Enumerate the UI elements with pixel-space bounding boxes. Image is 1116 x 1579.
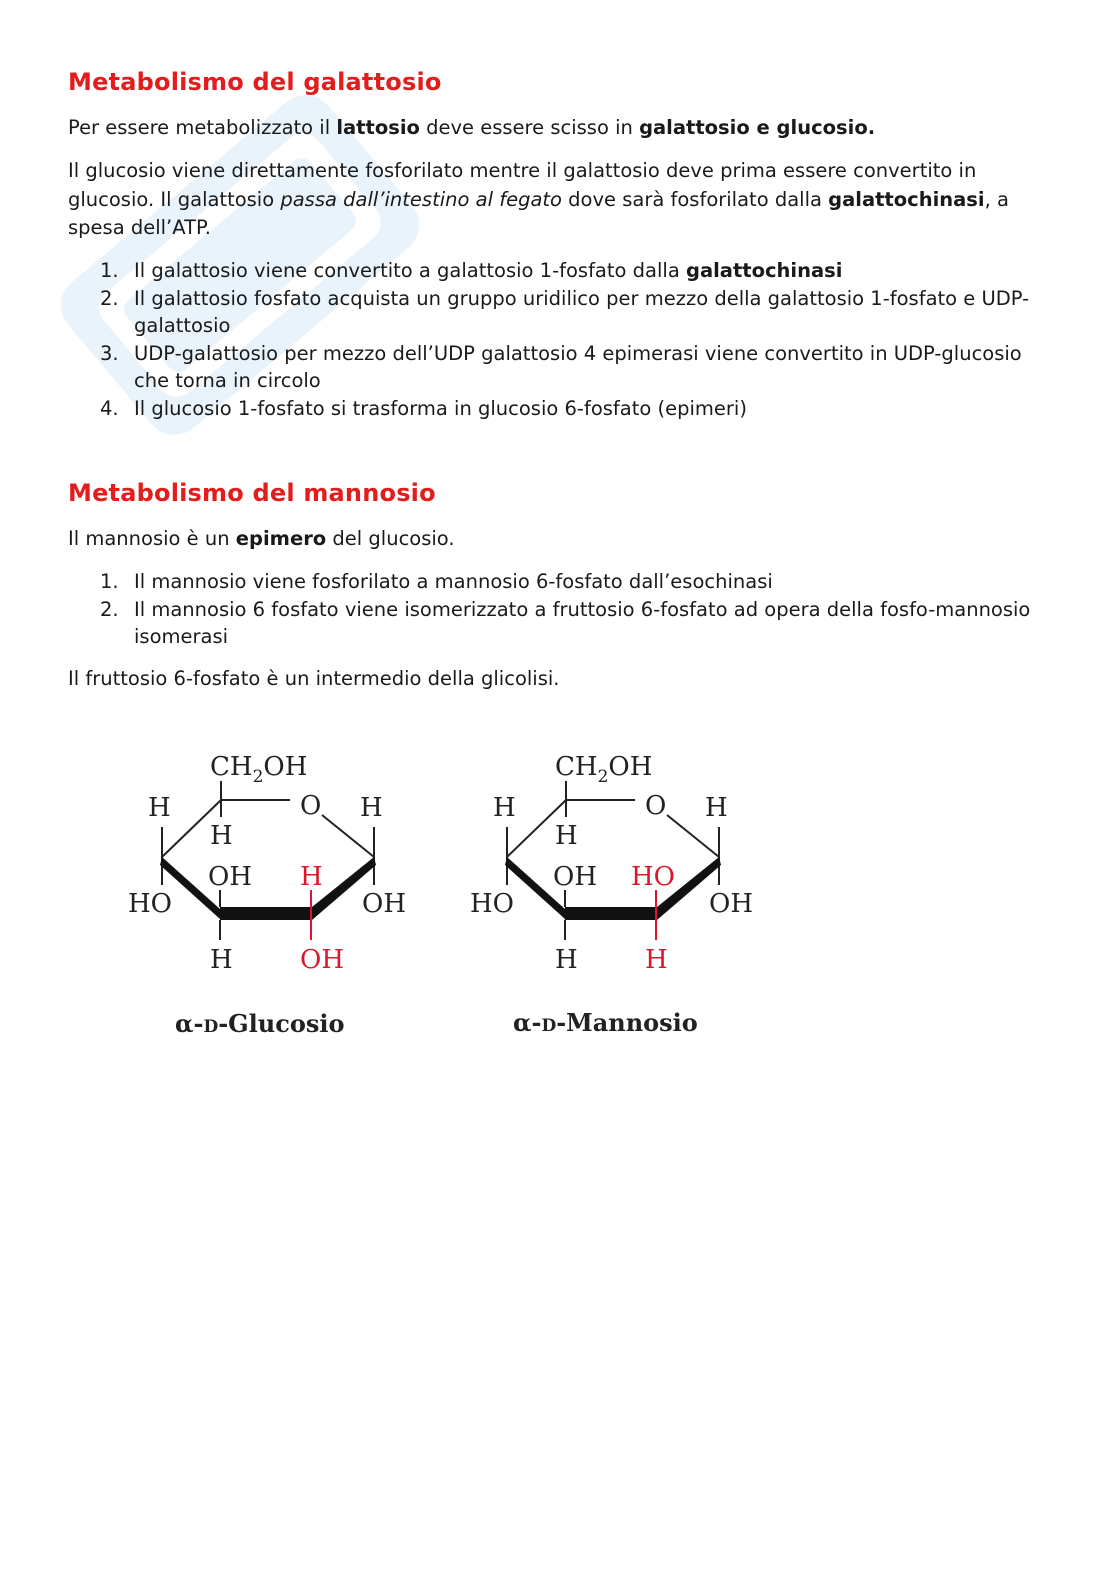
svg-text:H: H xyxy=(300,862,323,892)
svg-text:H: H xyxy=(210,821,233,851)
svg-text:OH: OH xyxy=(362,889,406,919)
svg-text:HO: HO xyxy=(470,889,514,919)
ring-bold-bond xyxy=(565,907,657,920)
list-item: 2. Il galattosio fosfato acquista un gruppo uridilico per mezzo della galattosio 1-fosfato e UDP-galattosio xyxy=(100,286,1030,337)
list-item: 3. UDP-galattosio per mezzo dell’UDP galattosio 4 epimerasi viene convertito in UDP-glucosio che torna in circolo xyxy=(100,341,1022,392)
paragraph-glucosio-fosforilato: Il glucosio viene direttamente fosforilato mentre il galattosio deve prima essere convertito in glucosio. Il galattosio passa dall’intestino al fegato dove sarà fosforilato dalla galattochinasi, a spesa dell’ATP. xyxy=(68,159,1009,239)
heading-mannosio: Metabolismo del mannosio xyxy=(68,479,436,507)
svg-text:HO: HO xyxy=(128,889,172,919)
glucose-label: α-D-Glucosio xyxy=(175,1009,345,1038)
list-mannosio-steps xyxy=(68,568,1058,651)
mannose-label: α-D-Mannosio xyxy=(513,1008,698,1037)
list-item: 2. Il mannosio 6 fosfato viene isomerizzato a fruttosio 6-fosfato ad opera della fosfo-mannosio isomerasi xyxy=(100,597,1031,648)
svg-text:OH: OH xyxy=(208,862,252,892)
svg-text:H: H xyxy=(210,945,233,975)
svg-text:H: H xyxy=(555,821,578,851)
svg-text:H: H xyxy=(148,793,171,823)
heading-galattosio: Metabolismo del galattosio xyxy=(68,68,442,96)
svg-text:H: H xyxy=(645,945,668,975)
svg-text:H: H xyxy=(493,793,516,823)
glucose-structure xyxy=(128,752,406,1038)
mannose-structure xyxy=(470,752,753,1037)
list-item: 1. Il mannosio viene fosforilato a mannosio 6-fosfato dall’esochinasi xyxy=(100,570,773,593)
svg-text:H: H xyxy=(705,793,728,823)
list-item: 4. Il glucosio 1-fosfato si trasforma in glucosio 6-fosfato (epimeri) xyxy=(100,396,747,420)
list-item: 1. Il galattosio viene convertito a galattosio 1-fosfato dalla galattochinasi xyxy=(100,259,843,282)
svg-text:H: H xyxy=(555,945,578,975)
paragraph-fruttosio: Il fruttosio 6-fosfato è un intermedio della glicolisi. xyxy=(68,667,560,690)
svg-text:OH: OH xyxy=(300,945,344,975)
svg-text:O: O xyxy=(645,791,667,821)
paragraph-lattosio: Per essere metabolizzato il lattosio deve essere scisso in galattosio e glucosio. xyxy=(68,116,876,139)
list-galattosio-steps xyxy=(68,257,1058,422)
haworth-figure xyxy=(110,735,790,1055)
svg-text:H: H xyxy=(360,793,383,823)
svg-text:OH: OH xyxy=(553,862,597,892)
svg-text:CH2OH: $CH_2OH$ xyxy=(210,752,308,787)
paragraph-epimero: Il mannosio è un epimero del glucosio. xyxy=(68,527,455,550)
ring-bold-bond xyxy=(220,907,312,920)
svg-text:OH: OH xyxy=(709,889,753,919)
svg-text:HO: HO xyxy=(631,862,675,892)
svg-text:CH2OH: $CH_2OH$ xyxy=(555,752,653,787)
svg-text:O: O xyxy=(300,791,322,821)
